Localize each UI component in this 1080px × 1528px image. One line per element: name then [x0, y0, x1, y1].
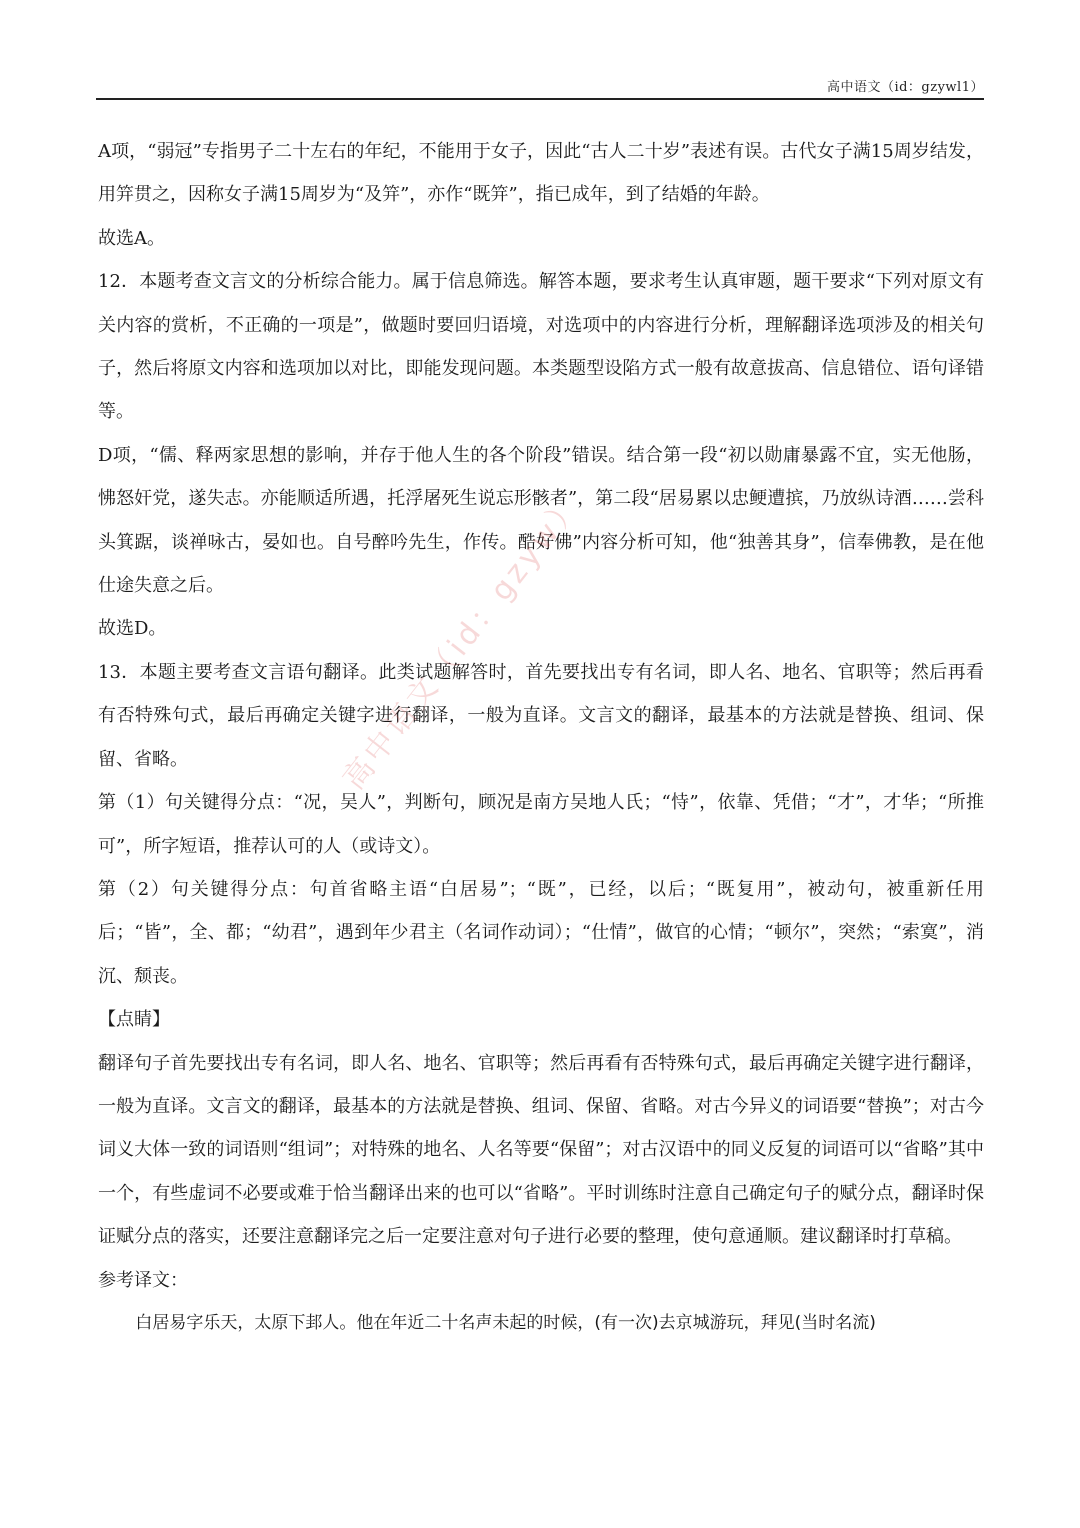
section-heading-reference-translation: 参考译文：	[98, 1269, 188, 1291]
document-body	[98, 130, 984, 1345]
paragraph-translation-tips: 翻译句子首先要找出专有名词，即人名、地名、官职等；然后再看有否特殊句式，最后再确定关键字进行翻译，一般为直译。文言文的翻译，最基本的方法就是替换、组词、保留、省略。对古今异义的词语要“替换”；对古今词义大体一致的词语则“组词”；对特殊的地名、人名等要“保留”；对古汉语中的同义反复的词语可以“省略”其中一个，有些虚词不必要或难于恰当翻译出来的也可以“省略”。平时训练时注意自己确定句子的赋分点，翻译时保证赋分点的落实，还要注意翻译完之后一定要注意对句子进行必要的整理，使句意通顺。建议翻译时打草稿。	[98, 1052, 984, 1248]
page-header	[96, 72, 984, 100]
paragraph-sentence-2-points: 第（2）句关键得分点：句首省略主语“白居易”；“既”，已经，以后；“既复用”，被动句，被重新任用后；“皆”，全、都；“幼君”，遇到年少君主（名词作动词）；“仕情”，做官的心情；“顿尔”，突然；“索寞”，消沉、颓丧。	[98, 878, 984, 987]
watermark: 高中语文（id：gzyw）	[336, 486, 590, 797]
paragraph-q12-analysis: 12．本题考查文言文的分析综合能力。属于信息筛选。解答本题，要求考生认真审题，题干要求“下列对原文有关内容的赏析，不正确的一项是”，做题时要回归语境，对选项中的内容进行分析，理解翻译选项涉及的相关句子，然后将原文内容和选项加以对比，即能发现问题。本类题型设陷方式一般有故意拔高、信息错位、语句译错等。	[98, 271, 984, 423]
paragraph-answer-d: 故选D。	[98, 618, 167, 640]
paragraph-option-d-explanation: D项，“儒、释两家思想的影响，并存于他人生的各个阶段”错误。结合第一段“初以勋庸暴露不宜，实无他肠，怫怒奸党，遂失志。亦能顺适所遇，托浮屠死生说忘形骸者”，第二段“居易累以忠鲠遭摈，乃放纵诗酒……尝科头箕踞，谈禅咏古，晏如也。自号醉吟先生，作传。酷好佛”内容分析可知，他“独善其身”，信奉佛教，是在他仕途失意之后。	[98, 444, 984, 597]
paragraph-sentence-1-points: 第（1）句关键得分点：“况，吴人”，判断句，顾况是南方吴地人氏；“恃”，依靠、凭借；“才”，才华；“所推可”，所字短语，推荐认可的人（或诗文）。	[98, 792, 984, 857]
paragraph-option-a-explanation: A项，“弱冠”专指男子二十左右的年纪，不能用于女子，因此“古人二十岁”表述有误。古代女子满15周岁结发，用笄贯之，因称女子满15周岁为“及笄”，亦作“既笄”，指已成年，到了结婚的年龄。	[98, 141, 984, 206]
paragraph-reference-translation: 白居易字乐天，太原下邽人。他在年近二十名声未起的时候，(有一次)去京城游玩，拜见(当时名流)	[135, 1312, 876, 1333]
paragraph-q13-analysis: 13．本题主要考查文言语句翻译。此类试题解答时，首先要找出专有名词，即人名、地名、官职等；然后再看有否特殊句式，最后再确定关键字进行翻译，一般为直译。文言文的翻译，最基本的方法就是替换、组词、保留、省略。	[98, 661, 984, 770]
paragraph-answer-a: 故选A。	[98, 227, 165, 249]
header-source-text: 高中语文（id：gzywl1）	[826, 80, 984, 95]
section-heading-dianjing: 【点睛】	[98, 1009, 170, 1031]
